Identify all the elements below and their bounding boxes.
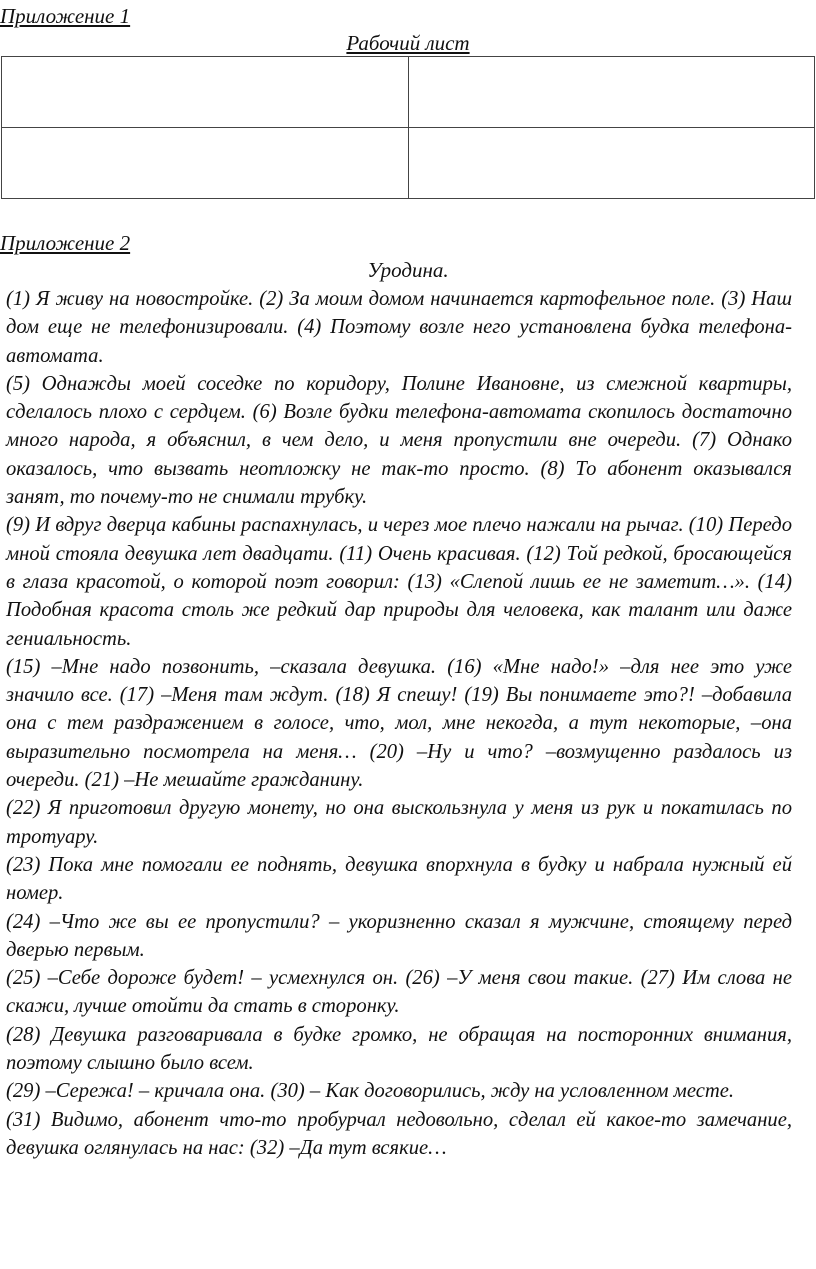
worksheet-row bbox=[2, 57, 815, 128]
story-paragraph: (5) Однажды моей соседке по коридору, Полине Ивановне, из смежной квартиры, сделалось плохо с сердцем. (6) Возле будки телефона-автомата скопилось достаточно много народа, я объяснил, в чем дело, и меня пропустили вне очереди. (7) Однако оказалось, что вызвать неотложку не так-то просто. (8) То абонент оказывался занят, то почему-то не снимали трубку. bbox=[6, 372, 792, 509]
worksheet-title: Рабочий лист bbox=[346, 31, 470, 55]
story-paragraph: (28) Девушка разговаривала в будке громко, не обращая на посторонних внимания, поэтому слышно было всем. bbox=[6, 1023, 792, 1075]
worksheet-table bbox=[1, 56, 815, 199]
worksheet-row bbox=[2, 128, 815, 199]
story-text bbox=[6, 285, 792, 1162]
appendix-1-heading: Приложение 1 bbox=[0, 4, 131, 28]
worksheet-cell bbox=[408, 57, 815, 128]
story-paragraph: (31) Видимо, абонент что-то пробурчал недовольно, сделал ей какое-то замечание, девушка оглянулась на нас: (32) –Да тут всякие… bbox=[6, 1108, 792, 1159]
story-title: Уродина. bbox=[367, 258, 449, 282]
story-paragraph: (9) И вдруг дверца кабины распахнулась, и через мое плечо нажали на рычаг. (10) Передо мной стояла девушка лет двадцати. (11) Очень красивая. (12) Той редкой, бросающейся в глаза красотой, о которой поэт говорил: (13) «Слепой лишь ее не заметит…». (14) Подобная красота столь же редкий дар природы для человека, как талант или даже гениальность. bbox=[6, 514, 792, 650]
story-paragraph: (1) Я живу на новостройке. (2) За моим домом начинается картофельное поле. (3) Наш дом еще не телефонизировали. (4) Поэтому возле него установлена будка телефона-автомата. bbox=[6, 288, 792, 367]
appendix-2-heading: Приложение 2 bbox=[0, 231, 131, 255]
story-paragraph: (24) –Что же вы ее пропустили? – укоризненно сказал я мужчине, стоящему перед дверью первым. bbox=[6, 910, 792, 961]
worksheet-cell bbox=[408, 128, 815, 199]
story-paragraph: (23) Пока мне помогали ее поднять, девушка впорхнула в будку и набрала нужный ей номер. bbox=[6, 853, 792, 905]
story-paragraph: (25) –Себе дороже будет! – усмехнулся он. (26) –У меня свои такие. (27) Им слова не скажи, лучше отойти да стать в сторонку. bbox=[6, 967, 792, 1018]
worksheet-cell bbox=[2, 128, 409, 199]
worksheet-cell bbox=[2, 57, 409, 128]
story-paragraph: (15) –Мне надо позвонить, –сказала девушка. (16) «Мне надо!» –для нее это уже значило все. (17) –Меня там ждут. (18) Я спешу! (19) Вы понимаете это?! –добавила она с тем раздражением в голосе, что, мол, мне некогда, а тут некоторые, –она выразительно посмотрела на меня… (20) –Ну и что? –возмущенно раздалось из очереди. (21) –Не мешайте гражданину. bbox=[6, 655, 792, 792]
story-paragraph: (22) Я приготовил другую монету, но она выскользнула у меня из рук и покатилась по тротуару. bbox=[6, 797, 792, 848]
story-paragraph: (29) –Сережа! – кричала она. (30) – Как договорились, жду на условленном месте. bbox=[6, 1080, 734, 1103]
